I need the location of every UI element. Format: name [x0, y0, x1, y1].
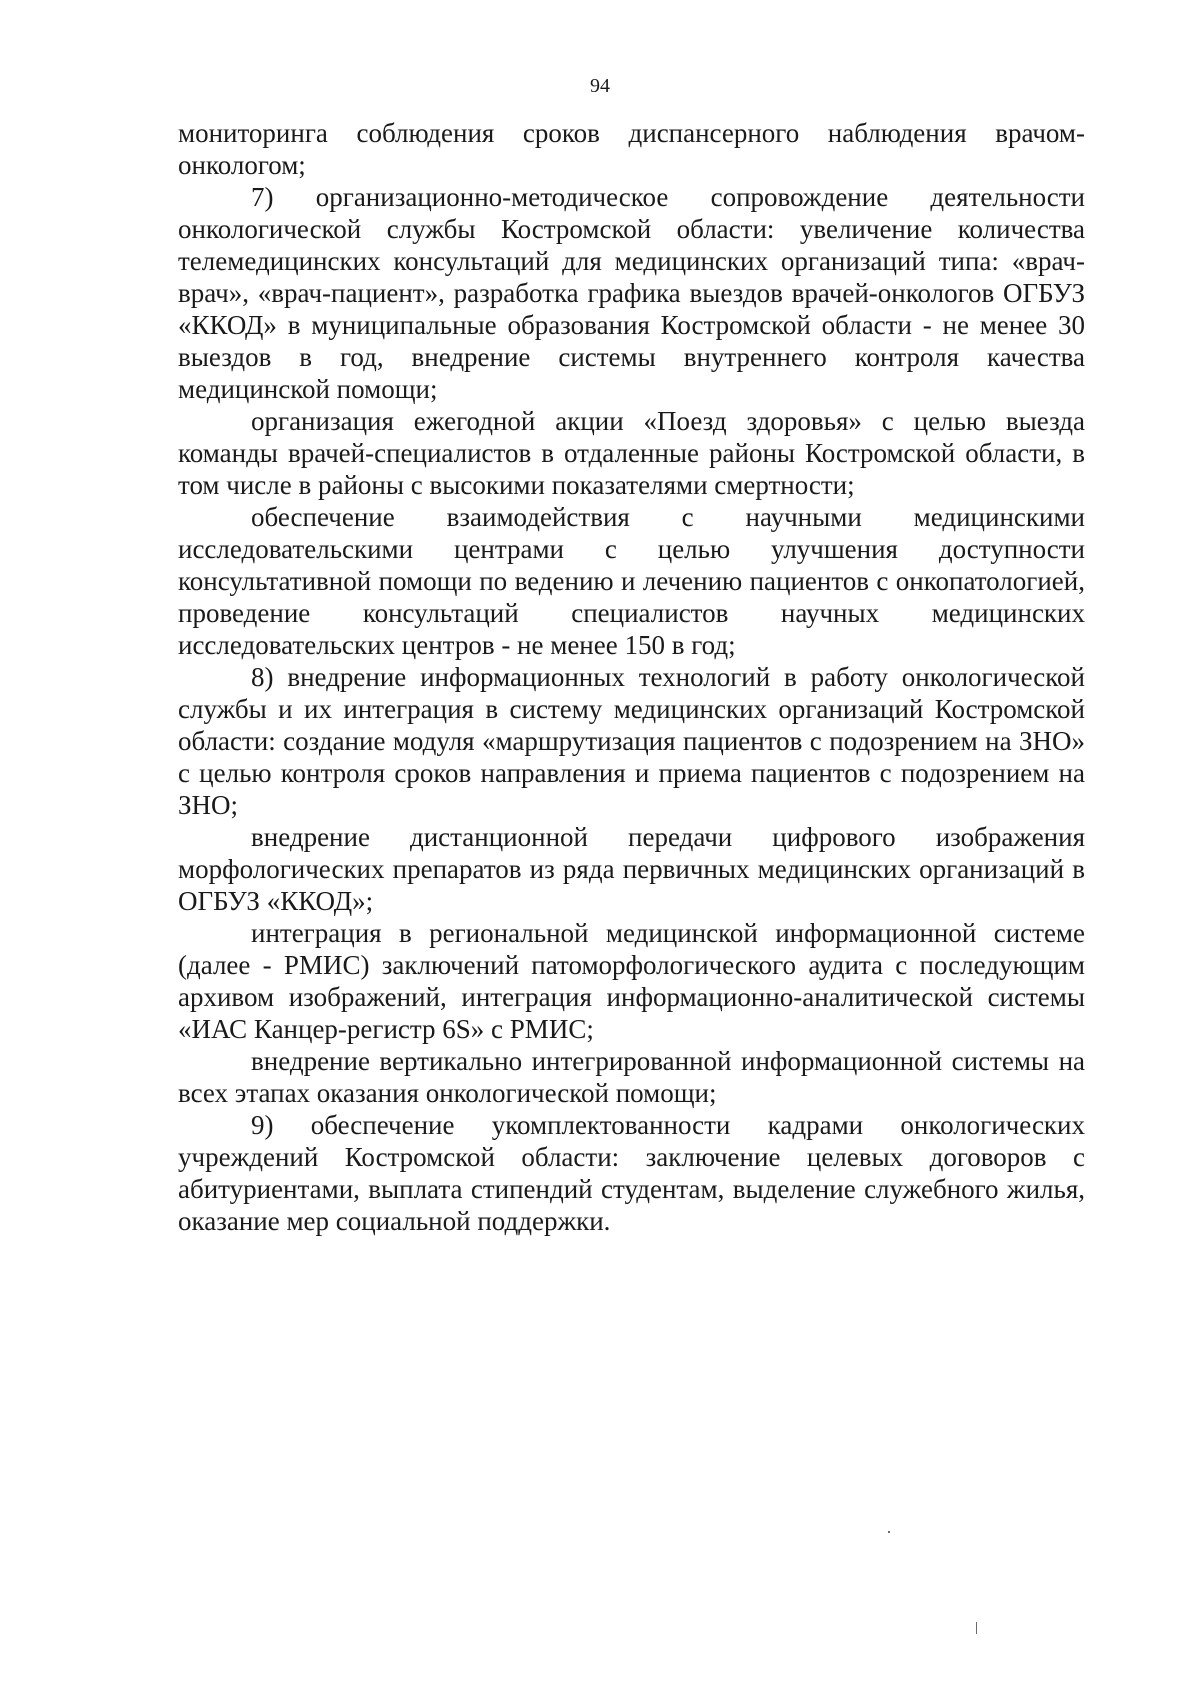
paragraph-remote-transmission: внедрение дистанционной передачи цифрового изображения морфологических препаратов из ряда первичных медицинских организаций в ОГБУЗ «ККОД»; [178, 822, 1085, 916]
paragraph-monitoring-continuation: мониторинга соблюдения сроков диспансерного наблюдения врачом-онкологом; [178, 118, 1085, 180]
paragraph-item-7-methodical-support: 7) организационно-методическое сопровождение деятельности онкологической службы Костромской области: увеличение количества телемедицинских консультаций для медицинских организаций типа: «врач-врач», «врач-пациент», разработка графика выездов врачей-онкологов ОГБУЗ «ККОД» в муниципальные образования Костромской области - не менее 30 выездов в год, внедрение системы внутреннего контроля качества медицинской помощи; [178, 182, 1085, 404]
scan-mark [976, 1622, 977, 1634]
paragraph-item-8-it-implementation: 8) внедрение информационных технологий в работу онкологической службы и их интеграция в систему медицинских организаций Костромской области: создание модуля «маршрутизация пациентов с подозрением на ЗНО» с целью контроля сроков направления и приема пациентов с подозрением на ЗНО; [178, 662, 1085, 820]
paragraph-vertical-system: внедрение вертикально интегрированной информационной системы на всех этапах оказания онкологической помощи; [178, 1046, 1085, 1108]
paragraph-research-centers: обеспечение взаимодействия с научными медицинскими исследовательскими центрами с целью улучшения доступности консультативной помощи по ведению и лечению пациентов с онкопатологией, проведение консультаций специалистов научных медицинских исследовательских центров - не менее 150 в год; [178, 502, 1085, 660]
page-number: 94 [590, 75, 610, 97]
scan-speck [888, 1531, 890, 1533]
paragraph-health-train: организация ежегодной акции «Поезд здоровья» с целью выезда команды врачей-специалистов в отдаленные районы Костромской области, в том числе в районы с высокими показателями смертности; [178, 406, 1085, 500]
paragraph-rmis-integration: интеграция в региональной медицинской информационной системе (далее - РМИС) заключений патоморфологического аудита с последующим архивом изображений, интеграция информационно-аналитической системы «ИАС Канцер-регистр 6S» с РМИС; [178, 918, 1085, 1044]
paragraph-item-9-staffing: 9) обеспечение укомплектованности кадрами онкологических учреждений Костромской области: заключение целевых договоров с абитуриентами, выплата стипендий студентам, выделение служебного жилья, оказание мер социальной поддержки. [178, 1110, 1085, 1236]
document-body [178, 117, 1085, 1237]
